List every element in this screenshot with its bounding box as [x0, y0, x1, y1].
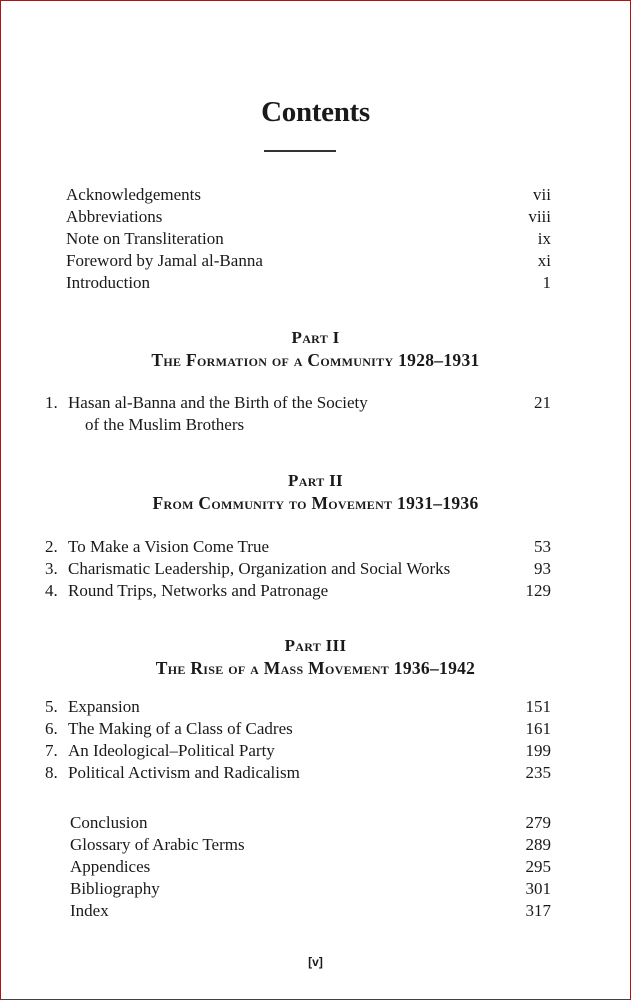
entry-label: Note on Transliteration: [66, 229, 224, 248]
chapter-number: 3.: [45, 559, 58, 578]
title-rule: [264, 150, 336, 152]
chapter-page: 161: [525, 719, 551, 738]
entry-label: Acknowledgements: [66, 185, 202, 204]
toc-chapter-2[interactable]: [0, 536, 631, 558]
entry-label: Introduction: [66, 273, 151, 292]
toc-entry-abbreviations[interactable]: [0, 206, 631, 228]
entry-page: xi: [537, 251, 551, 270]
toc-chapter-5[interactable]: [0, 696, 631, 718]
toc-chapter-1-continued[interactable]: [0, 414, 631, 436]
chapter-number: 2.: [45, 537, 58, 556]
entry-label: Appendices: [70, 857, 151, 876]
toc-entry-appendices[interactable]: [0, 856, 631, 878]
chapter-number: 5.: [45, 697, 58, 716]
entry-page: 1: [542, 273, 551, 292]
chapter-label: Charismatic Leadership, Organization and Social Works: [68, 559, 451, 578]
toc-entry-bibliography[interactable]: [0, 878, 631, 900]
part-1-subtitle: The Formation of a Community 1928–1931: [151, 350, 480, 370]
toc-entry-acknowledgements[interactable]: [0, 184, 631, 206]
entry-label: Foreword by Jamal al-Banna: [66, 251, 263, 270]
part-3-heading: Part III: [284, 636, 347, 655]
chapter-number: 6.: [45, 719, 58, 738]
entry-page: 301: [525, 879, 551, 898]
chapter-page: 129: [525, 581, 551, 600]
chapter-label: To Make a Vision Come True: [68, 537, 270, 556]
chapter-number: 7.: [45, 741, 58, 760]
entry-label: Glossary of Arabic Terms: [70, 835, 245, 854]
toc-chapter-1[interactable]: [0, 392, 631, 414]
entry-page: 295: [525, 857, 551, 876]
chapter-label: Round Trips, Networks and Patronage: [68, 581, 329, 600]
chapter-label: The Making of a Class of Cadres: [68, 719, 293, 738]
page-title: Contents: [261, 96, 370, 128]
part-3-subtitle: The Rise of a Mass Movement 1936–1942: [155, 658, 476, 678]
page-folio: [v]: [308, 955, 323, 969]
entry-page: vii: [533, 185, 551, 204]
toc-entry-index[interactable]: [0, 900, 631, 922]
entry-label: Conclusion: [70, 813, 148, 832]
toc-entry-conclusion[interactable]: [0, 812, 631, 834]
toc-chapter-3[interactable]: [0, 558, 631, 580]
entry-page: 279: [525, 813, 551, 832]
chapter-page: 53: [534, 537, 551, 556]
chapter-label: Expansion: [68, 697, 140, 716]
entry-page: 289: [525, 835, 551, 854]
part-2-heading: Part II: [288, 471, 343, 490]
toc-chapter-7[interactable]: [0, 740, 631, 762]
toc-chapter-4[interactable]: [0, 580, 631, 602]
toc-entry-transliteration[interactable]: [0, 228, 631, 250]
chapter-number: 8.: [45, 763, 58, 782]
entry-page: 317: [525, 901, 551, 920]
chapter-number: 1.: [45, 393, 58, 412]
toc-chapter-8[interactable]: [0, 762, 631, 784]
chapter-page: 93: [534, 559, 551, 578]
toc-entry-glossary[interactable]: [0, 834, 631, 856]
part-1-heading: Part I: [291, 328, 340, 347]
toc-entry-foreword[interactable]: [0, 250, 631, 272]
chapter-number: 4.: [45, 581, 58, 600]
chapter-page: 235: [525, 763, 551, 782]
chapter-label: Hasan al-Banna and the Birth of the Society: [68, 393, 368, 412]
chapter-label: An Ideological–Political Party: [68, 741, 275, 760]
toc-chapter-6[interactable]: [0, 718, 631, 740]
chapter-page: 199: [525, 741, 551, 760]
chapter-page: 21: [534, 393, 551, 412]
chapter-label: Political Activism and Radicalism: [68, 763, 300, 782]
entry-label: Bibliography: [70, 879, 160, 898]
entry-label: Abbreviations: [66, 207, 163, 226]
entry-page: ix: [537, 229, 551, 248]
chapter-label-continued: of the Muslim Brothers: [85, 415, 245, 434]
chapter-page: 151: [525, 697, 551, 716]
entry-label: Index: [70, 901, 109, 920]
entry-page: viii: [528, 207, 551, 226]
part-2-subtitle: From Community to Movement 1931–1936: [152, 493, 479, 513]
toc-entry-introduction[interactable]: [0, 272, 631, 294]
